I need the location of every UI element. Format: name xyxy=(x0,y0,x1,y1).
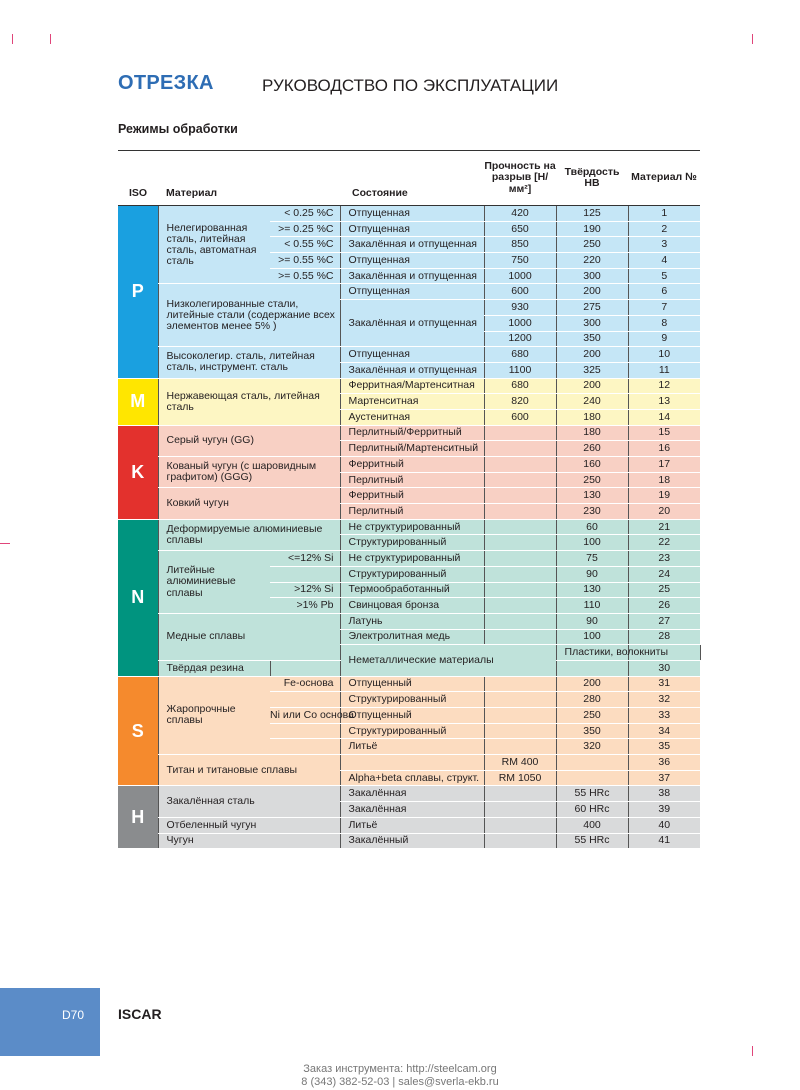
table-row xyxy=(118,284,700,300)
strength-cell xyxy=(484,519,556,535)
material-name: Кованый чугун (с шаровидным графитом) (GGG) xyxy=(158,457,340,488)
condition-cell: Структурированный xyxy=(340,535,484,551)
crop-mark xyxy=(752,34,753,44)
material-subtype: >= 0.55 %C xyxy=(270,268,340,284)
strength-cell xyxy=(484,504,556,520)
material-name: Серый чугун (GG) xyxy=(158,425,340,456)
strength-cell xyxy=(484,817,556,833)
condition-cell: Аустенитная xyxy=(340,409,484,425)
material-number-cell: 34 xyxy=(628,723,700,739)
strength-cell xyxy=(484,441,556,457)
col-header-strength xyxy=(484,151,556,206)
hardness-cell: 60 xyxy=(556,519,628,535)
hardness-cell: 90 xyxy=(556,613,628,629)
order-info: Заказ инструмента: http://steelcam.org xyxy=(303,1063,497,1075)
hardness-cell: 250 xyxy=(556,472,628,488)
strength-cell xyxy=(484,457,556,473)
hardness-cell: 130 xyxy=(556,582,628,598)
strength-cell xyxy=(484,598,556,614)
material-number-cell: 35 xyxy=(628,739,700,755)
material-number-cell: 9 xyxy=(628,331,700,347)
condition-cell: Закалённая и отпущенная xyxy=(340,237,484,253)
condition-cell: Отпущенный xyxy=(340,676,484,692)
table-row xyxy=(118,755,700,771)
strength-cell xyxy=(484,472,556,488)
material-number-cell: 18 xyxy=(628,472,700,488)
strength-cell xyxy=(484,802,556,818)
table-row xyxy=(118,519,700,535)
material-number-cell: 17 xyxy=(628,457,700,473)
hardness-cell: 350 xyxy=(556,331,628,347)
material-name: Неметаллические материалы xyxy=(340,645,556,676)
material-number-cell: 5 xyxy=(628,268,700,284)
table-row xyxy=(118,347,700,363)
hardness-cell: 320 xyxy=(556,739,628,755)
hardness-cell: 60 HRc xyxy=(556,802,628,818)
material-number-cell: 24 xyxy=(628,566,700,582)
condition-cell: Ферритная/Мартенситная xyxy=(340,378,484,394)
strength-cell: 1200 xyxy=(484,331,556,347)
hardness-cell: 55 HRc xyxy=(556,786,628,802)
condition-cell: Структурированный xyxy=(340,723,484,739)
condition-cell xyxy=(340,755,484,771)
section-title: Режимы обработки xyxy=(118,122,238,136)
material-subtype-empty xyxy=(270,739,340,755)
material-number-cell: 7 xyxy=(628,300,700,316)
col-header-condition: Состояние xyxy=(340,151,484,206)
material-subtype: >1% Pb xyxy=(270,598,340,614)
strength-cell: 750 xyxy=(484,253,556,269)
strength-cell: 850 xyxy=(484,237,556,253)
material-name: Нержавеющая сталь, литейная сталь xyxy=(158,378,340,425)
page-title: ОТРЕЗКА xyxy=(118,72,214,94)
page-subtitle: РУКОВОДСТВО ПО ЭКСПЛУАТАЦИИ xyxy=(262,76,559,95)
material-subtype-empty xyxy=(270,692,340,708)
strength-cell: 930 xyxy=(484,300,556,316)
condition-cell: Закалённая xyxy=(340,802,484,818)
hardness-cell xyxy=(556,660,628,676)
condition-cell: Перлитный/Мартенситный xyxy=(340,441,484,457)
col-header-group: Материал № xyxy=(628,151,700,206)
iso-group-p: P xyxy=(118,206,158,379)
table-row xyxy=(118,551,700,567)
strength-cell xyxy=(484,488,556,504)
hardness-cell: 250 xyxy=(556,237,628,253)
material-number-cell: 1 xyxy=(628,206,700,222)
material-subtype: < 0.25 %C xyxy=(270,206,340,222)
hardness-cell: 200 xyxy=(556,347,628,363)
hardness-cell: 110 xyxy=(556,598,628,614)
strength-cell: 420 xyxy=(484,206,556,222)
hardness-cell: 200 xyxy=(556,284,628,300)
material-number-cell: 41 xyxy=(628,833,700,849)
strength-header-label: Прочность на разрыв [Н/мм²] xyxy=(484,160,556,195)
condition-cell: Закалённая xyxy=(340,786,484,802)
material-name: Ковкий чугун xyxy=(158,488,340,519)
material-number-cell: 10 xyxy=(628,347,700,363)
hardness-cell: 125 xyxy=(556,206,628,222)
material-subtype: < 0.55 %C xyxy=(270,237,340,253)
material-number-cell: 36 xyxy=(628,755,700,771)
strength-cell xyxy=(484,551,556,567)
condition-cell: Отпущенная xyxy=(340,221,484,237)
contact-info: 8 (343) 382-52-03 | sales@sverla-ekb.ru xyxy=(301,1076,499,1088)
table-row xyxy=(118,488,700,504)
material-number-cell: 21 xyxy=(628,519,700,535)
hardness-cell: 100 xyxy=(556,535,628,551)
material-number-cell: 22 xyxy=(628,535,700,551)
hardness-cell: 275 xyxy=(556,300,628,316)
iso-group-k: K xyxy=(118,425,158,519)
material-number-cell: 26 xyxy=(628,598,700,614)
page-number: D70 xyxy=(62,1008,85,1022)
hardness-cell: 300 xyxy=(556,268,628,284)
table-row xyxy=(118,457,700,473)
material-number-cell: 13 xyxy=(628,394,700,410)
table-row xyxy=(118,378,700,394)
material-subtype: Ni или Co основа xyxy=(270,708,340,724)
crop-mark xyxy=(752,1046,753,1056)
material-subtype: >= 0.25 %C xyxy=(270,221,340,237)
condition-cell: Отпущенная xyxy=(340,206,484,222)
material-subtype-empty xyxy=(270,723,340,739)
condition-cell: Структурированный xyxy=(340,692,484,708)
material-subtype: <=12% Si xyxy=(270,551,340,567)
material-number-cell: 16 xyxy=(628,441,700,457)
hardness-cell: 250 xyxy=(556,708,628,724)
hardness-cell: 90 xyxy=(556,566,628,582)
condition-cell: Литьё xyxy=(340,817,484,833)
hardness-cell: 260 xyxy=(556,441,628,457)
col-header-hardness: Твёрдость HB xyxy=(556,151,628,206)
material-number-cell: 8 xyxy=(628,315,700,331)
strength-cell xyxy=(484,739,556,755)
iso-group-m: M xyxy=(118,378,158,425)
material-number-cell: 32 xyxy=(628,692,700,708)
material-number-cell: 23 xyxy=(628,551,700,567)
strength-cell: RM 400 xyxy=(484,755,556,771)
material-number-cell: 14 xyxy=(628,409,700,425)
material-number-cell: 28 xyxy=(628,629,700,645)
material-name: Высоколегир. сталь, литейная сталь, инструмент. сталь xyxy=(158,347,340,378)
condition-cell: Alpha+beta сплавы, структ. xyxy=(340,770,484,786)
table-row xyxy=(118,676,700,692)
hardness-cell: 200 xyxy=(556,378,628,394)
condition-cell: Свинцовая бронза xyxy=(340,598,484,614)
crop-mark xyxy=(12,34,13,44)
material-name: Медные сплавы xyxy=(158,613,340,660)
material-name: Литейные алюминиевые сплавы xyxy=(158,551,270,614)
hardness-cell: 130 xyxy=(556,488,628,504)
strength-cell xyxy=(484,613,556,629)
table-row xyxy=(118,786,700,802)
iso-group-s: S xyxy=(118,676,158,786)
condition-cell: Закалённая и отпущенная xyxy=(340,362,484,378)
hardness-cell: 100 xyxy=(556,629,628,645)
condition-cell: Латунь xyxy=(340,613,484,629)
strength-cell xyxy=(484,676,556,692)
table-bottom-rule xyxy=(118,849,700,850)
hardness-cell xyxy=(556,770,628,786)
condition-cell: Не структурированный xyxy=(340,519,484,535)
condition-cell: Отпущенный xyxy=(340,708,484,724)
strength-cell: 820 xyxy=(484,394,556,410)
hardness-cell xyxy=(556,755,628,771)
table-row xyxy=(118,817,700,833)
crop-mark xyxy=(50,34,51,44)
strength-cell xyxy=(484,535,556,551)
hardness-cell: 180 xyxy=(556,425,628,441)
strength-cell: 1100 xyxy=(484,362,556,378)
strength-cell xyxy=(484,692,556,708)
material-name: Жаропрочные сплавы xyxy=(158,676,270,754)
condition-cell: Твёрдая резина xyxy=(158,660,270,676)
brand-name: ISCAR xyxy=(118,1006,162,1022)
strength-cell xyxy=(484,582,556,598)
strength-cell: 650 xyxy=(484,221,556,237)
strength-cell: 600 xyxy=(484,284,556,300)
strength-cell: 600 xyxy=(484,409,556,425)
material-name: Отбеленный чугун xyxy=(158,817,340,833)
condition-cell: Перлитный xyxy=(340,504,484,520)
hardness-cell: 400 xyxy=(556,817,628,833)
strength-cell xyxy=(484,708,556,724)
table-row xyxy=(118,425,700,441)
condition-cell: Перлитный/Ферритный xyxy=(340,425,484,441)
material-number-cell: 6 xyxy=(628,284,700,300)
iso-group-n: N xyxy=(118,519,158,676)
table-header-row xyxy=(118,151,700,206)
hardness-cell: 280 xyxy=(556,692,628,708)
condition-cell: Отпущенная xyxy=(340,347,484,363)
condition-cell: Структурированный xyxy=(340,566,484,582)
material-name: Нелегированная сталь, литейная сталь, автоматная сталь xyxy=(158,206,270,284)
crop-mark xyxy=(0,543,10,544)
strength-cell: 680 xyxy=(484,378,556,394)
strength-cell xyxy=(484,566,556,582)
hardness-cell: 200 xyxy=(556,676,628,692)
hardness-cell: 160 xyxy=(556,457,628,473)
material-number-cell: 20 xyxy=(628,504,700,520)
material-name: Титан и титановые сплавы xyxy=(158,755,340,786)
material-number-cell: 30 xyxy=(628,660,700,676)
condition-cell: Перлитный xyxy=(340,472,484,488)
material-name: Закалённая сталь xyxy=(158,786,340,817)
strength-cell: 680 xyxy=(484,347,556,363)
material-number-cell: 31 xyxy=(628,676,700,692)
condition-cell: Мартенситная xyxy=(340,394,484,410)
table-body xyxy=(118,206,700,850)
strength-cell: 1000 xyxy=(484,268,556,284)
strength-cell xyxy=(270,660,340,676)
hardness-cell: 300 xyxy=(556,315,628,331)
hardness-cell: 75 xyxy=(556,551,628,567)
col-header-iso: ISO xyxy=(118,151,158,206)
material-name: Низколегированные стали, литейные стали (содержание всех элементов менее 5% ) xyxy=(158,284,340,347)
condition-cell: Не структурированный xyxy=(340,551,484,567)
col-header-material: Материал xyxy=(158,151,340,206)
condition-cell: Отпущенная xyxy=(340,253,484,269)
material-number-cell: 25 xyxy=(628,582,700,598)
hardness-cell: 55 HRc xyxy=(556,833,628,849)
material-subtype: >12% Si xyxy=(270,582,340,598)
hardness-cell: 240 xyxy=(556,394,628,410)
material-number-cell: 15 xyxy=(628,425,700,441)
material-name: Деформируемые алюминиевые сплавы xyxy=(158,519,340,550)
material-number-cell: 37 xyxy=(628,770,700,786)
strength-cell xyxy=(484,723,556,739)
hardness-cell: 350 xyxy=(556,723,628,739)
strength-cell xyxy=(484,833,556,849)
material-number-cell: 4 xyxy=(628,253,700,269)
condition-cell: Закалённый xyxy=(340,833,484,849)
material-number-cell: 40 xyxy=(628,817,700,833)
condition-cell: Закалённая и отпущенная xyxy=(340,268,484,284)
condition-cell: Электролитная медь xyxy=(340,629,484,645)
iso-group-h: H xyxy=(118,786,158,849)
strength-cell xyxy=(484,425,556,441)
condition-cell: Ферритный xyxy=(340,488,484,504)
hardness-cell: 230 xyxy=(556,504,628,520)
condition-cell: Ферритный xyxy=(340,457,484,473)
table-row xyxy=(118,833,700,849)
table-row xyxy=(118,613,700,629)
condition-cell: Закалённая и отпущенная xyxy=(340,300,484,347)
strength-cell: 1000 xyxy=(484,315,556,331)
material-number-cell: 12 xyxy=(628,378,700,394)
material-name: Чугун xyxy=(158,833,340,849)
material-number-cell: 27 xyxy=(628,613,700,629)
strength-cell: RM 1050 xyxy=(484,770,556,786)
material-number-cell: 39 xyxy=(628,802,700,818)
hardness-cell: 180 xyxy=(556,409,628,425)
material-number-cell: 11 xyxy=(628,362,700,378)
condition-cell: Термообработанный xyxy=(340,582,484,598)
table-row xyxy=(118,206,700,222)
material-subtype: >= 0.55 %C xyxy=(270,253,340,269)
strength-cell xyxy=(484,786,556,802)
material-number-cell: 38 xyxy=(628,786,700,802)
material-number-cell: 2 xyxy=(628,221,700,237)
condition-cell: Отпущенная xyxy=(340,284,484,300)
hardness-cell: 325 xyxy=(556,362,628,378)
hardness-cell: 190 xyxy=(556,221,628,237)
machining-modes-table xyxy=(118,150,700,850)
material-number-cell: 3 xyxy=(628,237,700,253)
hardness-cell: 220 xyxy=(556,253,628,269)
material-subtype-empty xyxy=(270,566,340,582)
footer-color-bar xyxy=(0,988,100,1056)
strength-cell xyxy=(484,629,556,645)
material-number-cell: 33 xyxy=(628,708,700,724)
condition-cell: Пластики, волокниты xyxy=(556,645,628,661)
material-number-cell: 19 xyxy=(628,488,700,504)
condition-cell: Литьё xyxy=(340,739,484,755)
material-subtype: Fe-основа xyxy=(270,676,340,692)
